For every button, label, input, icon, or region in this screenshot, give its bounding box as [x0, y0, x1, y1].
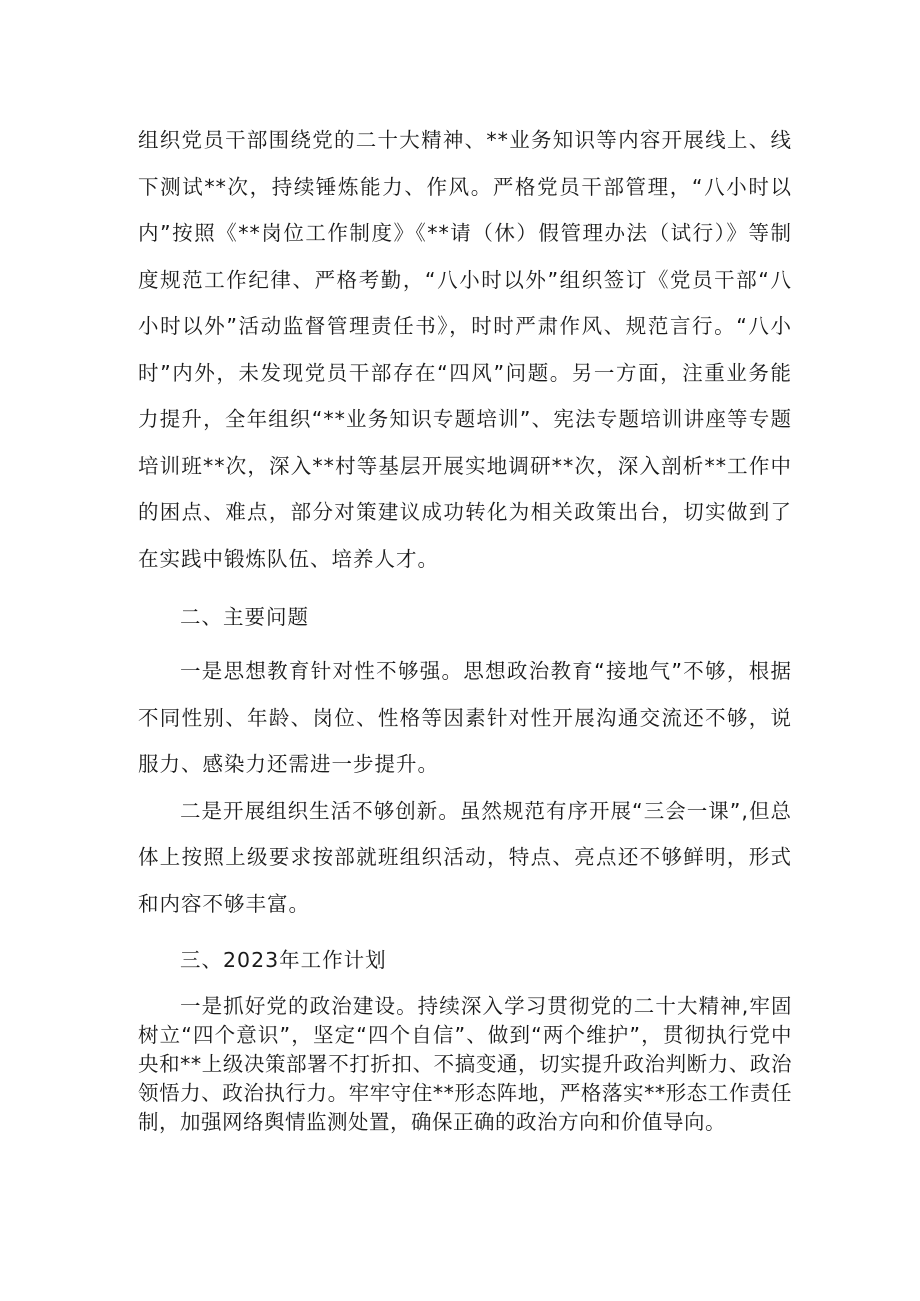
- section-2-item-1: 一是思想教育针对性不够强。思想政治教育“接地气”不够，根据不同性别、年龄、岗位、性格等因素针对性开展沟通交流还不够，说服力、感染力还需进一步提升。: [138, 659, 792, 776]
- section-2-item-2: 二是开展组织生活不够创新。虽然规范有序开展“三会一课”,但总体上按照上级要求按部就班组织活动，特点、亮点还不够鲜明，形式和内容不够丰富。: [138, 798, 792, 916]
- section-3-item-1: 一是抓好党的政治建设。持续深入学习贯彻党的二十大精神,牢固树立“四个意识”，坚定“四个自信”、做到“两个维护”，贯彻执行党中央和**上级决策部署不打折扣、不搞变通，切实提升政治判断力、政治领悟力、政治执行力。牢牢守住**形态阵地，严格落实**形态工作责任制，加强网络舆情监测处置，确保正确的政治方向和价值导向。: [138, 994, 792, 1134]
- section-2-heading: 二、主要问题: [180, 605, 309, 629]
- section-2-body: [138, 648, 792, 927]
- intro-section: [138, 117, 792, 582]
- intro-paragraph: 组织党员干部围绕党的二十大精神、**业务知识等内容开展线上、线下测试**次，持续锤炼能力、作风。严格党员干部管理，“八小时以内”按照《**岗位工作制度》《**请（休）假管理办法（试行）》等制度规范工作纪律、严格考勤，“八小时以外”组织签订《党员干部“八小时以外”活动监督管理责任书》，时时严肃作风、规范言行。“八小时”内外，未发现党员干部存在“四风”问题。另一方面，注重业务能力提升，全年组织“**业务知识专题培训”、宪法专题培训讲座等专题培训班**次，深入**村等基层开展实地调研**次，深入剖析**工作中的困点、难点，部分对策建议成功转化为相关政策出台，切实做到了在实践中锻炼队伍、培养人才。: [138, 128, 792, 571]
- section-3-heading: 三、2023年工作计划: [180, 948, 387, 972]
- section-3-body: [138, 992, 792, 1137]
